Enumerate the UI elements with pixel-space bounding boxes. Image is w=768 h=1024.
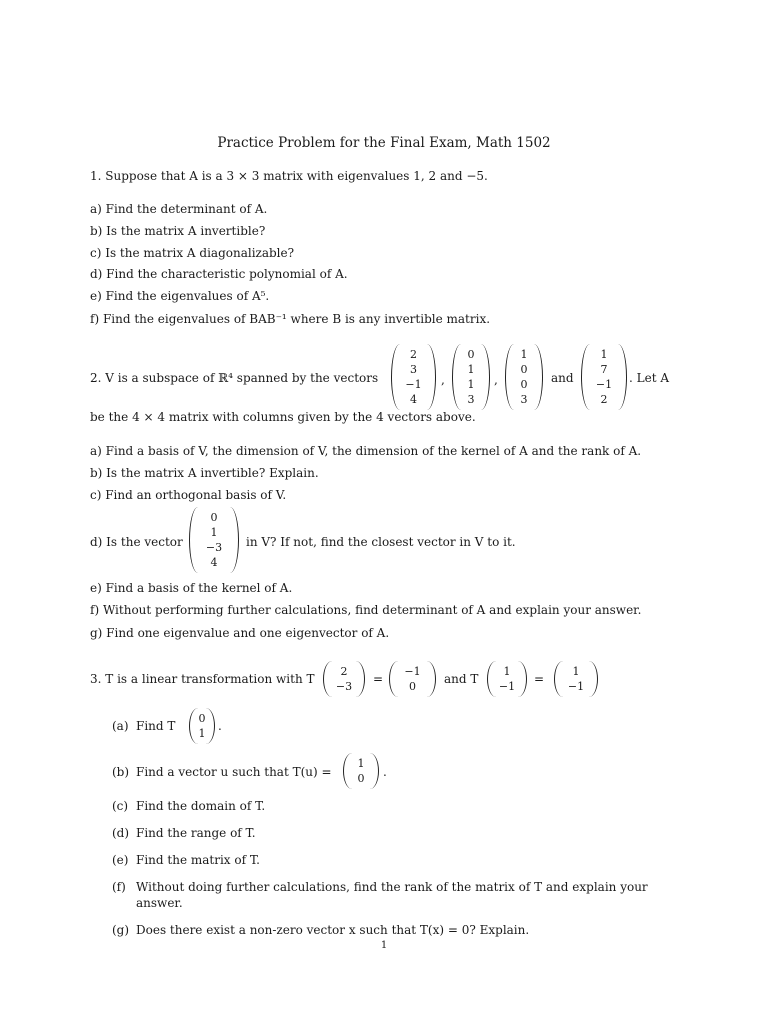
vector-entry: 0: [520, 378, 528, 391]
vector-entry: 1: [520, 348, 528, 361]
q2-vector-1: [391, 344, 436, 410]
vector-entry: 1: [210, 526, 218, 539]
q2-part-b: b) Is the matrix A invertible? Explain.: [90, 466, 319, 480]
vector-entry: 1: [600, 348, 608, 361]
vector-entry: 0: [520, 363, 528, 376]
vector-entry: 1: [357, 757, 365, 770]
vector-entry: 0: [467, 348, 475, 361]
q3-part-a-label: (a): [112, 719, 129, 733]
vector-entry: 0: [198, 712, 206, 725]
vector-entry: 0: [210, 511, 218, 524]
vector-entry: 3: [467, 393, 475, 406]
q2-part-f: f) Without performing further calculations, find determinant of A and explain your answer.: [90, 603, 642, 617]
page-number: 1: [380, 940, 388, 951]
q2-vector-4: [581, 344, 627, 410]
vector-entry: 3: [410, 363, 417, 376]
q3-part-b-text: Find a vector u such that T(u) =: [136, 765, 332, 779]
vector-entry: 2: [600, 393, 608, 406]
vector-entry: −1: [498, 680, 516, 693]
equals-sign: =: [373, 672, 384, 686]
q3-vector-v2: [487, 661, 527, 697]
q2-part-d-start: d) Is the vector: [90, 535, 183, 549]
q3-part-b-vector: [343, 753, 379, 789]
period: .: [383, 765, 387, 779]
vector-entry: 4: [410, 393, 417, 406]
q3-part-d-label: (d): [112, 826, 130, 840]
q2-vector-3: [505, 344, 543, 410]
q3-part-e-label: (e): [112, 853, 129, 867]
vector-entry: 4: [210, 556, 218, 569]
q3-vector-w2: [554, 661, 598, 697]
q3-part-f-text-continued: answer.: [136, 896, 183, 910]
q3-vector-v1: [323, 661, 365, 697]
vector-entry: −3: [335, 680, 353, 693]
q3-part-g-text: Does there exist a non-zero vector x such that T(x) = 0? Explain.: [136, 923, 530, 937]
q2-stem-continued: be the 4 × 4 matrix with columns given by the 4 vectors above.: [90, 410, 476, 424]
q2-part-c: c) Find an orthogonal basis of V.: [90, 488, 287, 502]
vector-entry: −1: [404, 665, 421, 678]
period: .: [218, 719, 222, 733]
vector-entry: 1: [467, 378, 475, 391]
comma: ,: [494, 373, 498, 387]
equals-sign: =: [534, 672, 545, 686]
and-word: and: [551, 371, 574, 385]
q3-part-f-label: (f): [112, 880, 126, 894]
q2-stem-end: . Let A: [629, 371, 670, 385]
q3-stem-start: 3. T is a linear transformation with T: [90, 672, 315, 686]
q3-part-b-label: (b): [112, 765, 130, 779]
q1-part-a: a) Find the determinant of A.: [90, 202, 268, 216]
q2-stem-start: 2. V is a subspace of ℝ⁴ spanned by the vectors: [90, 371, 379, 385]
vector-entry: 0: [357, 772, 365, 785]
q2-part-d-vector: [189, 507, 239, 573]
vector-entry: 2: [410, 348, 417, 361]
comma: ,: [441, 373, 445, 387]
q3-part-e-text: Find the matrix of T.: [136, 853, 260, 867]
q1-part-e: e) Find the eigenvalues of A⁵.: [90, 289, 270, 303]
q3-part-a-vector: [189, 708, 215, 744]
q1-part-b: b) Is the matrix A invertible?: [90, 224, 266, 238]
vector-entry: 2: [340, 665, 348, 678]
q3-part-f-text: Without doing further calculations, find the rank of the matrix of T and explain your: [136, 880, 648, 894]
vector-entry: 1: [467, 363, 475, 376]
q2-part-d-end: in V? If not, find the closest vector in V to it.: [246, 535, 516, 549]
q3-part-g-label: (g): [112, 923, 130, 937]
vector-entry: 0: [409, 680, 416, 693]
q3-part-d-text: Find the range of T.: [136, 826, 256, 840]
q1-part-d: d) Find the characteristic polynomial of A.: [90, 267, 348, 281]
page-title: Practice Problem for the Final Exam, Math 1502: [217, 135, 551, 151]
vector-entry: −3: [205, 541, 223, 554]
q1-part-f: f) Find the eigenvalues of BAB⁻¹ where B is any invertible matrix.: [90, 312, 491, 326]
vector-entry: −1: [405, 378, 422, 391]
q1-part-c: c) Is the matrix A diagonalizable?: [90, 246, 295, 260]
q3-part-c-text: Find the domain of T.: [136, 799, 266, 813]
vector-entry: 1: [198, 727, 206, 740]
vector-entry: −1: [595, 378, 613, 391]
q2-vector-2: [452, 344, 490, 410]
vector-entry: 7: [600, 363, 608, 376]
q2-part-g: g) Find one eigenvalue and one eigenvector of A.: [90, 626, 390, 640]
q3-and-t: and T: [444, 672, 479, 686]
q3-part-c-label: (c): [112, 799, 129, 813]
vector-entry: −1: [567, 680, 585, 693]
vector-entry: 1: [503, 665, 511, 678]
q2-part-a: a) Find a basis of V, the dimension of V, the dimension of the kernel of A and the rank of A.: [90, 444, 642, 458]
q3-part-a-text: Find T: [136, 719, 176, 733]
vector-entry: 1: [572, 665, 580, 678]
q1-stem: 1. Suppose that A is a 3 × 3 matrix with eigenvalues 1, 2 and −5.: [90, 169, 488, 183]
q2-part-e: e) Find a basis of the kernel of A.: [90, 581, 293, 595]
vector-entry: 3: [520, 393, 528, 406]
q3-vector-w1: [389, 661, 436, 697]
